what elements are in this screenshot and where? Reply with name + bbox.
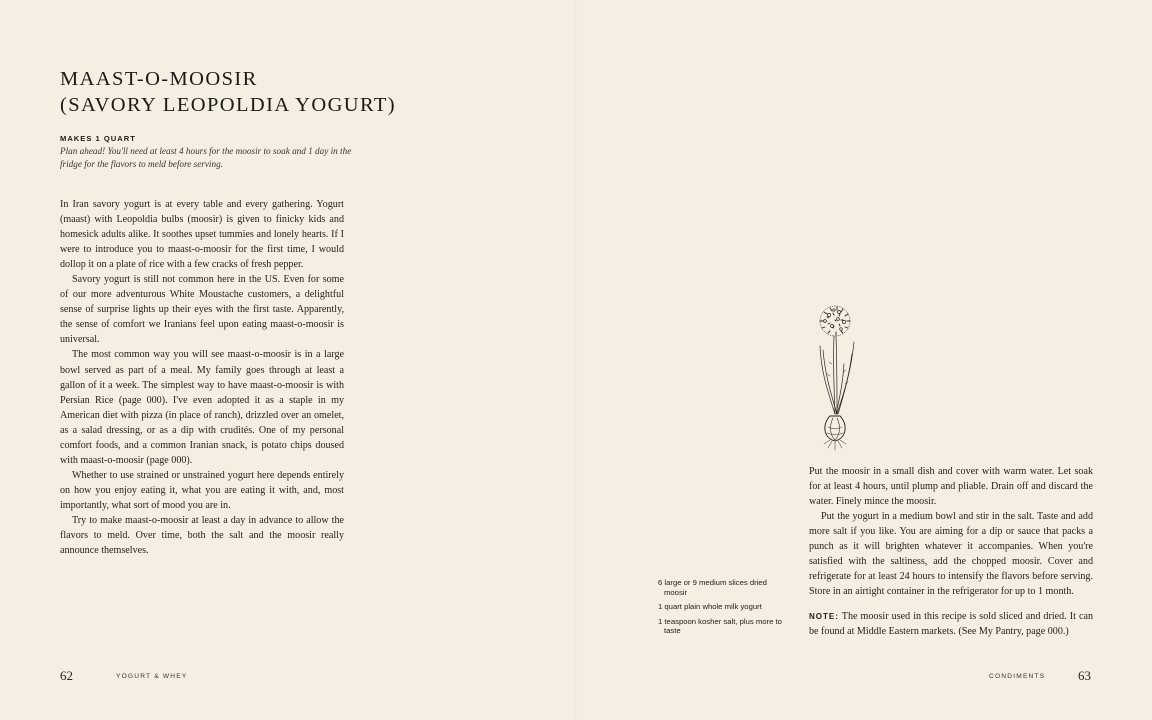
headnote-paragraph: Whether to use strained or unstrained yogurt here depends entirely on how you enjoy eating it, what you are eating it with, and, most importantly, what sort of mood you are in. bbox=[60, 469, 344, 511]
gutter bbox=[575, 0, 577, 720]
method bbox=[809, 464, 1093, 640]
headnote-paragraph: In Iran savory yogurt is at every table and every gathering. Yogurt (maast) with Leopoldia bulbs (moosir) is given to finicky kids and homesick adults alike. It soothes upset tummies and lonely hearts. If I were to introduce you to maast-o-moosir for the first time, I would dollop it on a plate of rice with a few cracks of fresh pepper. bbox=[60, 199, 344, 271]
title-line-1: MAAST-O-MOOSIR bbox=[60, 68, 258, 90]
headnote bbox=[60, 197, 344, 558]
note-text: The moosir used in this recipe is sold sliced and dried. It can be found at Middle Eastern markets. (See My Pantry, page 000.) bbox=[809, 611, 1094, 638]
title-line-2: (SAVORY LEOPOLDIA YOGURT) bbox=[60, 94, 396, 116]
method-step: Put the moosir in a small dish and cover with warm water. Let soak for at least 4 hours, until plump and pliable. Drain off and discard the water. Finely mince the moosir. bbox=[809, 466, 1093, 508]
plan-ahead-note: Plan ahead! You'll need at least 4 hours for the moosir to soak and 1 day in the fridge for the flavors to meld before serving. bbox=[60, 146, 352, 169]
page-number-left: 62 bbox=[60, 668, 73, 683]
ingredient-item: 1 quart plain whole milk yogurt bbox=[658, 602, 762, 612]
recipe-yield: MAKES 1 QUART bbox=[60, 134, 136, 143]
headnote-paragraph: Savory yogurt is still not common here in the US. Even for some of our more adventurous White Moustache customers, a delightful sense of surprise lights up their eyes with the first taste. Apparently, the sense of comfort we Iranians feel upon eating maast-o-moosir is universal. bbox=[60, 274, 344, 346]
headnote-paragraph: The most common way you will see maast-o-moosir is in a large bowl served as part of a meal. My family goes through at least a gallon of it a week. The simplest way to have maast-o-moosir is with Persian Rice (page 000). I've even adopted it as a staple in my American diet with pizza (in place of ranch), drizzled over an omelet, as a salad dressing, or as a dip with crudités. One of my personal comfort foods, and a common Iranian snack, is potato chips doused with maast-o-moosir (page 000). bbox=[60, 349, 344, 466]
running-head-right: CONDIMENTS bbox=[989, 673, 1046, 680]
page-number-right: 63 bbox=[1078, 668, 1091, 683]
method-step: Put the yogurt in a medium bowl and stir in the salt. Taste and add more salt if you like. You are aiming for a dip or sauce that packs a punch as it will brighten whatever it accompanies. When you're satisfied with the saltiness, add the chopped moosir. Cover and refrigerate for at least 24 hours to intensify the flavors before serving. Store in an airtight container in the refrigerator for up to 1 month. bbox=[809, 511, 1093, 598]
ingredient-item: 6 large or 9 medium slices dried moosir bbox=[658, 578, 767, 597]
running-head-left: YOGURT & WHEY bbox=[116, 673, 188, 680]
headnote-paragraph: Try to make maast-o-moosir at least a day in advance to allow the flavors to meld. Over time, both the salt and the moosir really announce themselves. bbox=[60, 514, 344, 557]
recipe-title bbox=[60, 66, 396, 118]
leopoldia-bulb-illustration bbox=[806, 302, 866, 452]
ingredient-item: 1 teaspoon kosher salt, plus more to taste bbox=[658, 616, 782, 636]
recipe-note bbox=[809, 609, 1093, 639]
ingredient-list bbox=[658, 578, 790, 641]
note-label: NOTE: bbox=[809, 612, 839, 622]
